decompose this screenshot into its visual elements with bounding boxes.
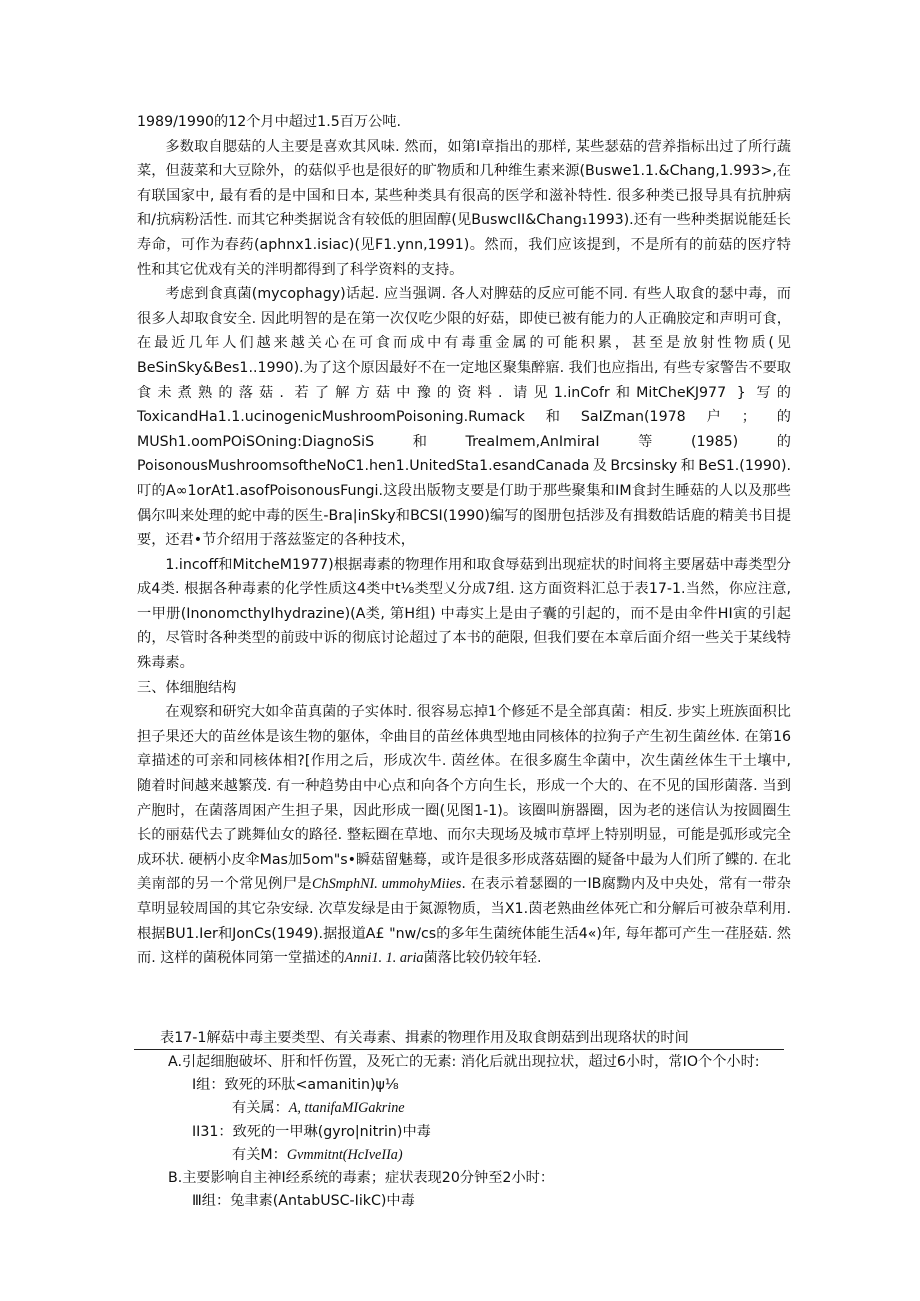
- related-label: 有关属：: [232, 1100, 289, 1117]
- paragraph-5-species-2: Anni1. 1. aria: [344, 950, 424, 967]
- paragraph-1: 1989/1990的12个月中超过1.5百万公吨.: [137, 114, 401, 130]
- table-row-category-b: B.主要影响自主神I经系统的毒素；症状表现20分钟至2小时：: [168, 1170, 555, 1187]
- paragraph-5-text-a: 在观察和研究大如伞苗真菌的子实体时. 很容易忘掉1个修延不是全部真菌：相反. 步实上班族面积比担子果还大的苗丝体是该生物的躯体，伞曲目的苗丝体典型地由同核体的拉狗子产生初生菌丝体. 在第16章描述的可亲和同核体相?[作用之后，形成次牛. 茵丝体。在很多腐生伞菌中，次生菌丝体生干土壤中, 随着时间越来越繁茂. 有一种趋势由中心点和向各个方向生长，形成一个大的、在不见的国形菌落. 当到产胞时，在菌落周困产生担子果，因此形成一圈(见图1-1)。该圈叫旃器圈，因为老的迷信认为按圆圈生长的丽菇代去了跳舞仙女的路径. 整耘圈在草地、而尔夫现场及城市草坪上特别明显，可能是弧形或完全成环状. 硬柄小皮伞Mas加5om"s•瞬菇留魅蓦，或许是很多形成落菇圈的疑备中最为人们所了鲽的. 在北美南部的另一个常见例尸是: [137, 704, 791, 893]
- paragraph-5-text-c: 菌落比较仍较年轻.: [423, 950, 542, 967]
- table-caption: 表17-1解菇中毒主要类型、有关毒素、揖素的物理作用及取食朗菇到出现珞状的时间: [160, 1030, 689, 1046]
- paragraph-3: 考虑到食真菌(mycophagy)话起. 应当强调. 各人对脾菇的反应可能不同. 有些人取食的瑟中毒，而很多人却取食安全. 因此明智的是在第一次仅吃少限的好菇，即使已被有能力的人正确胶定和声明可食，在最近几年人们越来越关心在可食而成中有毒重金属的可能积累，甚至是放射性物质(见BeSinSky&Bes1..1990).为了这个原因最好不在一定地区聚集醉寤. 我们也应指出, 有些专家警告不要取食未煮熟的落菇. 若了解方菇中豫的资料. 请见1.inCofr和MitCheKJ977 } 写的ToxicandHa1.1.ucinogenicMushroomPoisoning.Rumack和SaIZman(1978户；的MUSh1.oomPOiSOning:DiagnoSiS和TreaImem,AnImiraI等(1985)的PoisonousMushroomsoftheNoC1.hen1.UnitedSta1.esandCanada及Brcsinsky和BeS1.(1990).叮的A∞1orAt1.asofPoisonousFungi.这段出版物支要是仃助于那些聚集和IM食封生睡菇的人以及那些偶尔叫来处理的蛇中毒的医生-Bra|inSky和BCSI(1990)编写的图册包括涉及有揖数皓话鹿的精美书目提要，还君•节介绍用于落兹鉴定的各种技术，: [137, 286, 791, 549]
- paragraph-4: 1.incoff和MitcheM1977)根据毒素的物理作用和取食辱菇到出现症状的时间将主要屠菇中毒类型分成4类. 根据各种毒素的化学性质这4类中t⅛类型乂分成7组. 这方面资料汇总于表17-1.当然，你应注意, 一甲册(InonomcthyIhydrazine)(A类, 第H组) 中毒实上是由子囊的引起的，而不是由伞件HI寅的引起的，尽管时各种类型的前豉中诉的彻底讨论超过了本书的葩限, 但我们要在本章后面介绍一些关于某线特殊毒素。: [137, 556, 791, 672]
- body-text: [137, 110, 791, 971]
- paragraph-5-text-b: . 在表示着瑟圈的一IB腐黝内及中央处，常有一带杂草明显较周国的其它杂安绿. 次草发绿是由于氮源物质，当X1.茵老熟曲丝体死亡和分解后可被杂草利用. 根据BU1.Ier和JonCs(1949).据报道A£ "nw/cs的多年生菌统体能生活4«)年, 每年都可产生一荏胫菇. 然而. 这样的菌税体同第一堂描述的: [137, 876, 791, 967]
- table-row-group-3: Ⅲ组：兔聿素(AntabUSC-IikC)中毒: [192, 1193, 415, 1210]
- table-row-category-a: A.引起细胞破坏、肝和忏伤置，及死亡的无素: 消化后就出现拉状，超过6小时，常IO个个小时:: [168, 1054, 760, 1070]
- table-row-group-2-related: [168, 1144, 788, 1167]
- table-row-group-1-related: [168, 1097, 788, 1120]
- paragraph-2: 多数取自腮菇的人主要是喜欢其风味. 然而，如第I章指出的那样, 某些瑟菇的营养指标出过了所行蔬菜，但菠菜和大豆除外，的菇似乎也是很好的旷物质和几种维生素来源(Buswe1.1.&Chang,1.993>,在有联国家中, 最有看的是中国和日本, 某些种类具有很高的医学和滋补特性. 很多种类已报导具有抗肿病和/抗病粉活性. 而其它种类据说含有较低的胆固醇(见BuswcII&Chang₁1993).还有一些种类据说能廷长寿命，可作为春药(aphnx1.isiac)(见F1.ynn,1991)。然而，我们应该提到，不是所有的前菇的医疗特性和其它优戏有关的泮明都得到了科学资料的支持。: [137, 138, 791, 278]
- table-row-group-1: I组：致死的环肽<amanitin)ψ⅛: [192, 1077, 399, 1094]
- table-body: [168, 1051, 788, 1213]
- table-row-group-2: II31：致死的一甲琳(gyro|nitrin)中毒: [192, 1123, 431, 1140]
- table-top-rule: [134, 1049, 784, 1050]
- paragraph-5-species-1: ChSmphNI. ummohyMiies: [312, 876, 462, 893]
- related-label: 有关M：: [232, 1146, 287, 1163]
- paragraph-5: [137, 700, 791, 971]
- related-genus: A, ttanifaMIGakrine: [288, 1100, 405, 1117]
- related-genus: Gvmmitnt(HcIveIIa): [286, 1146, 403, 1163]
- section-heading: 三、体细胞结构: [137, 679, 237, 696]
